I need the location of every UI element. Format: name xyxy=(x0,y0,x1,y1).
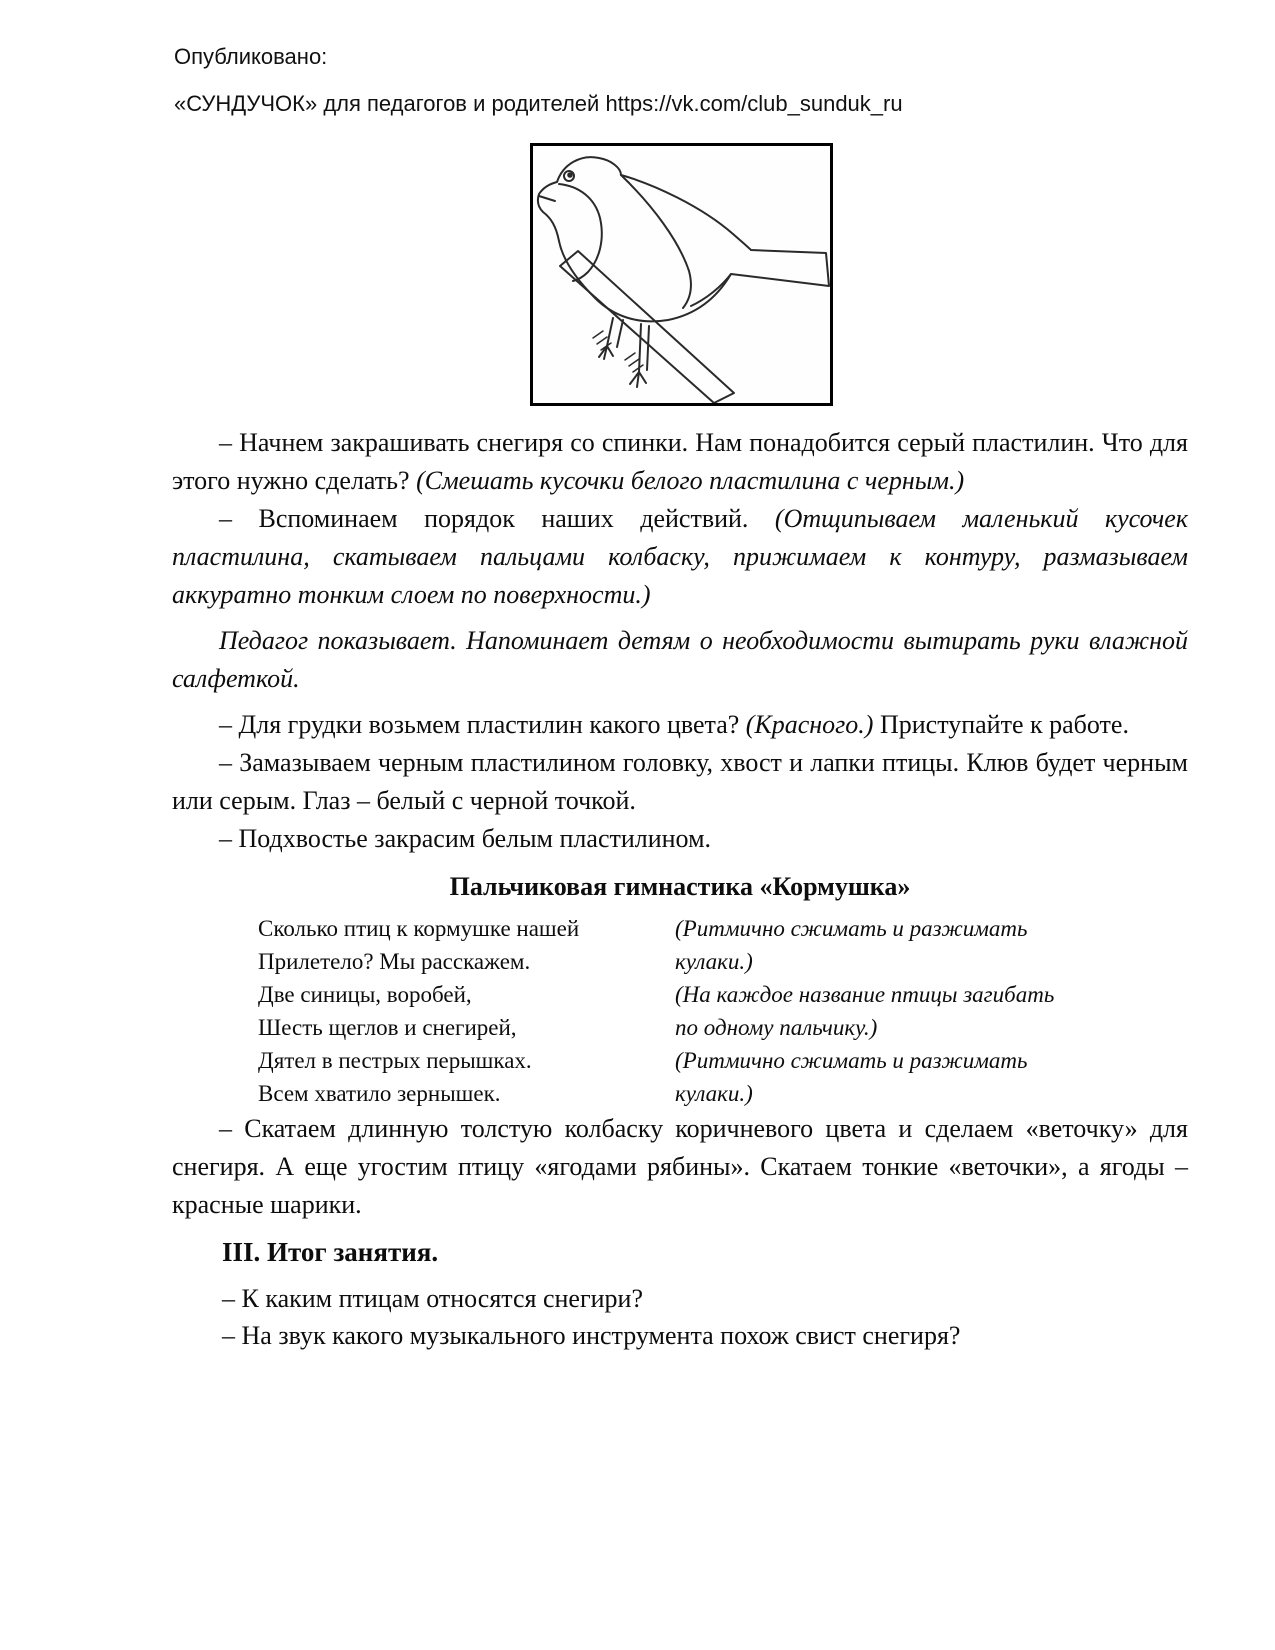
poem-line-left: Шесть щеглов и снегирей, xyxy=(258,1015,517,1040)
tail-underside-curve xyxy=(691,274,731,306)
back-claws xyxy=(630,372,646,387)
paragraph-group xyxy=(172,424,1188,858)
section-heading-summary: III. Итог занятия. xyxy=(222,1237,439,1267)
published-header xyxy=(174,44,903,117)
text-run-italic: Педагог показывает. Напоминает детям о необходимости вытирать руки влажной салфеткой. xyxy=(172,626,1188,693)
poem-table xyxy=(258,912,1188,1110)
text-run: – Начнем закрашивать снегиря со спинки. Нам понадобится серый пластилин. Что для этого нужно сделать? xyxy=(172,428,1188,495)
finger-gymnastics-heading: Пальчиковая гимнастика «Кормушка» xyxy=(449,872,911,901)
paragraph xyxy=(172,706,1188,744)
back-leg xyxy=(639,324,649,372)
paragraph xyxy=(172,622,1188,698)
beak-line xyxy=(539,196,555,201)
text-run: – Подхвостье закрасим белым пластилином. xyxy=(219,824,712,853)
bird-body-outline xyxy=(538,157,829,321)
poem-line-right: кулаки.) xyxy=(675,1081,753,1106)
poem-line-right: кулаки.) xyxy=(675,949,753,974)
poem-line-left: Две синицы, воробей, xyxy=(258,982,472,1007)
paragraph xyxy=(172,820,1188,858)
paragraph xyxy=(172,424,1188,500)
text-run: – Замазываем черным пластилином головку, хвост и лапки птицы. Клюв будет черным или серым. Глаз – белый с черной точкой. xyxy=(172,748,1188,815)
bullfinch-outline-drawing xyxy=(533,146,830,403)
front-leg xyxy=(607,318,623,347)
question-line: – К каким птицам относятся снегири? xyxy=(222,1284,644,1313)
published-source-text: «СУНДУЧОК» для педагогов и родителей xyxy=(174,91,606,116)
poem-row xyxy=(258,912,1188,945)
published-label: Опубликовано: xyxy=(174,44,328,69)
text-run: – Скатаем длинную толстую колбаску коричневого цвета и сделаем «веточку» для снегиря. А еще угостим птицу «ягодами рябины». Скатаем тонкие «веточки», а ягоды – красные шарики. xyxy=(172,1114,1188,1219)
poem-line-left: Дятел в пестрых перышках. xyxy=(258,1048,532,1073)
poem-line-right: (Ритмично сжимать и разжимать xyxy=(675,1048,1028,1073)
text-run-italic: (Отщипываем маленький кусочек пластилина, скатываем пальцами колбаску, прижимаем к контуру, размазываем аккуратно тонким слоем по поверхности.) xyxy=(172,504,1188,609)
poem-row xyxy=(258,1011,1188,1044)
poem-line-left: Прилетело? Мы расскажем. xyxy=(258,949,531,974)
poem-row xyxy=(258,945,1188,978)
text-run-italic: (Смешать кусочки белого пластилина с черным.) xyxy=(416,466,965,495)
bird-figure-frame xyxy=(530,143,833,406)
paragraph xyxy=(172,744,1188,820)
wing-curve xyxy=(621,175,691,308)
poem-line-left: Сколько птиц к кормушке нашей xyxy=(258,916,580,941)
poem-line-right: (Ритмично сжимать и разжимать xyxy=(675,916,1028,941)
poem-row xyxy=(258,1077,1188,1110)
paragraph xyxy=(172,500,1188,614)
poem-row xyxy=(258,978,1188,1011)
poem-line-right: по одному пальчику.) xyxy=(675,1015,878,1040)
text-run: Приступайте к работе. xyxy=(873,710,1129,739)
lesson-text xyxy=(172,424,1188,1354)
published-source-link[interactable]: https://vk.com/club_sunduk_ru xyxy=(605,91,903,116)
question-line: – На звук какого музыкального инструмента похож свист снегиря? xyxy=(222,1321,961,1350)
closing-paragraph-group xyxy=(172,1110,1188,1224)
questions-group xyxy=(172,1280,1188,1354)
text-run-italic: (Красного.) xyxy=(745,710,874,739)
poem-line-left: Всем хватило зернышек. xyxy=(258,1081,501,1106)
eye-pupil xyxy=(568,173,572,177)
front-claws xyxy=(599,346,613,359)
poem-line-right: (На каждое название птицы загибать xyxy=(675,982,1055,1007)
text-run: – Для грудки возьмем пластилин какого цвета? xyxy=(219,710,746,739)
poem-row xyxy=(258,1044,1188,1077)
text-run: – Вспоминаем порядок наших действий. xyxy=(219,504,775,533)
published-source-line xyxy=(174,91,903,117)
paragraph xyxy=(172,1110,1188,1224)
